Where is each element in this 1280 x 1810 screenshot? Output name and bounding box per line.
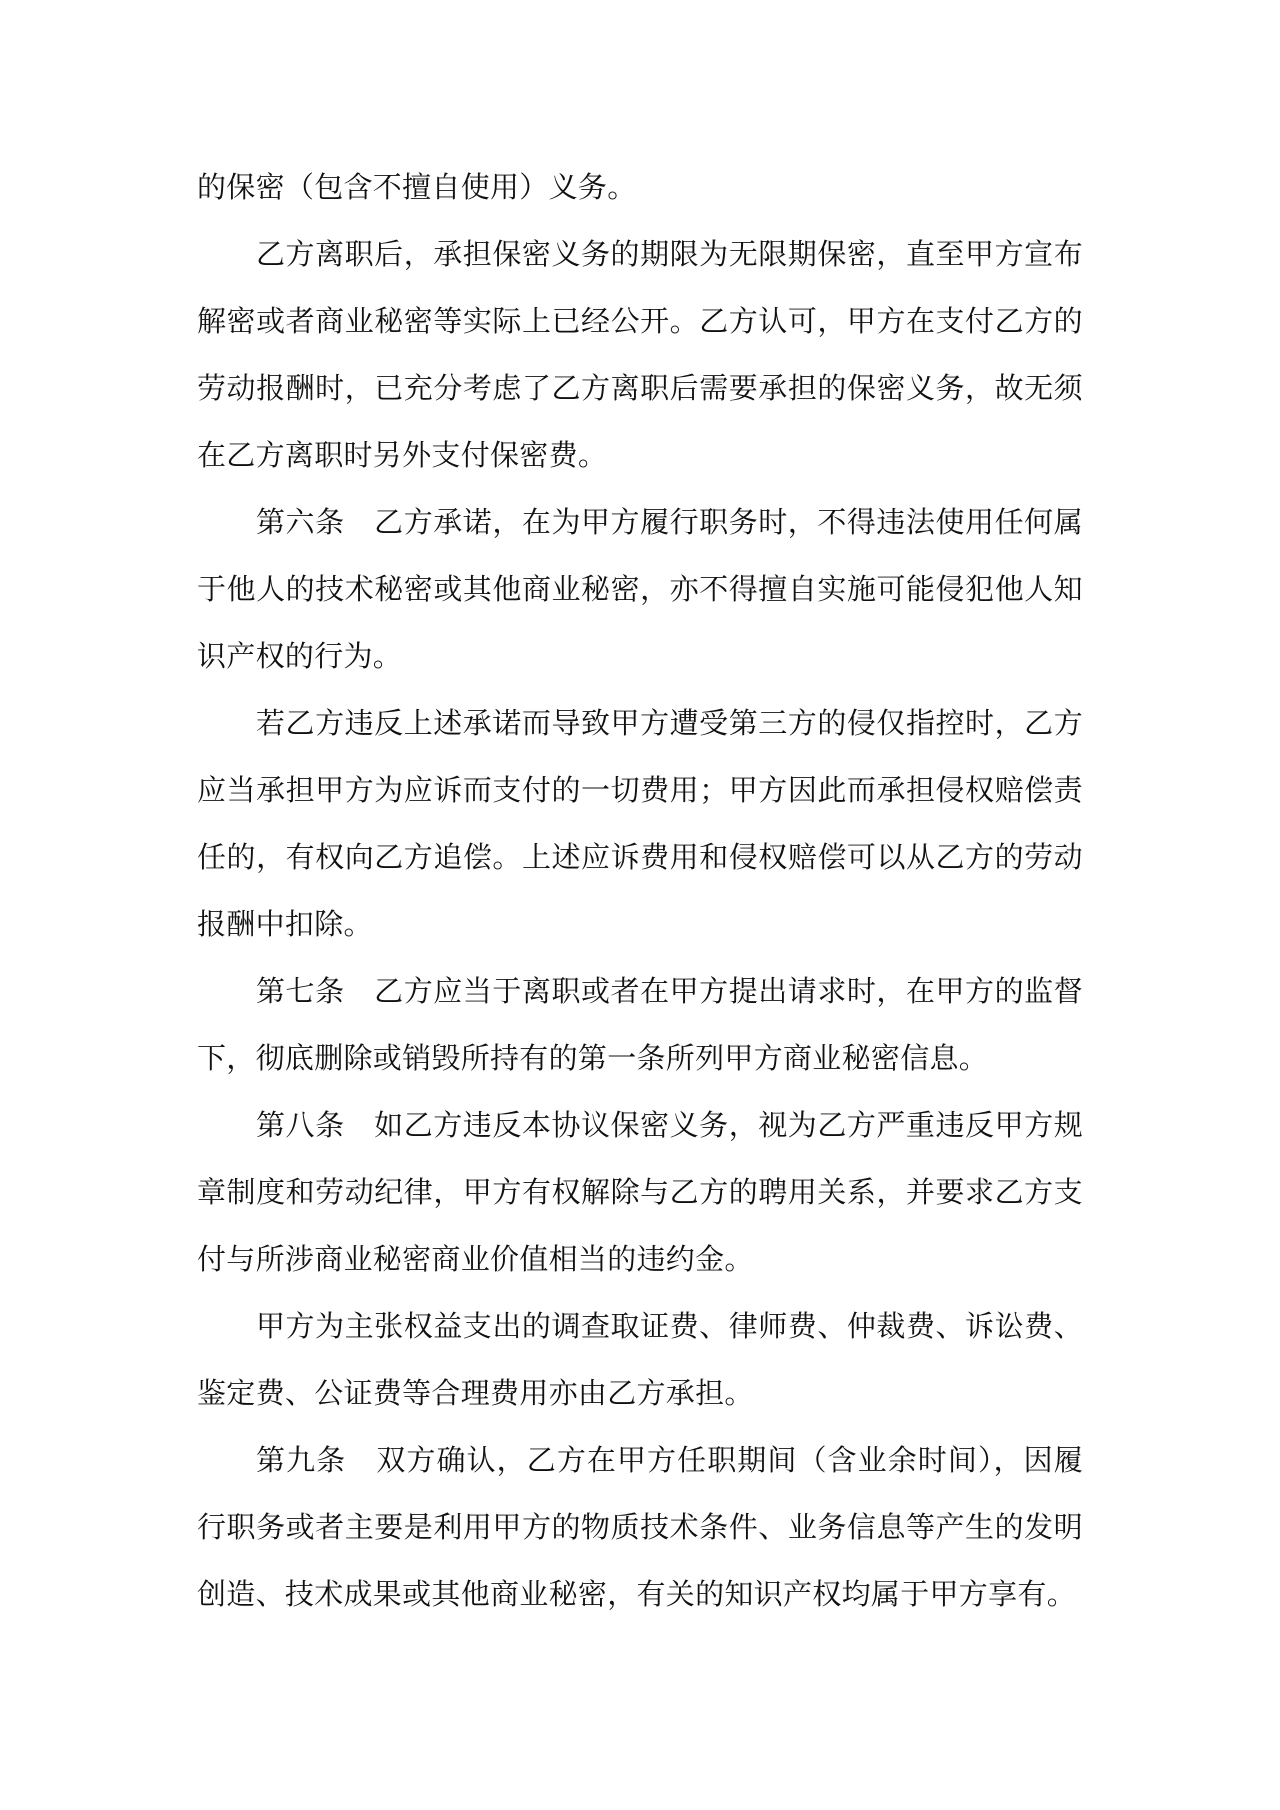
- paragraph-infringement-liability: 若乙方违反上述承诺而导致甲方遭受第三方的侵仅指控时，乙方应当承担甲方为应诉而支付的一切费用；甲方因此而承担侵权赔偿责任的，有权向乙方追偿。上述应诉费用和侵权赔偿可以从乙方的劳动报酬中扣除。: [197, 706, 1083, 941]
- paragraph-post-employment-confidentiality: 乙方离职后，承担保密义务的期限为无限期保密，直至甲方宣布解密或者商业秘密等实际上已经公开。乙方认可，甲方在支付乙方的劳动报酬时，已充分考虑了乙方离职后需要承担的保密义务，故无须在乙方离职时另外支付保密费。: [197, 237, 1083, 472]
- document-page: [197, 154, 1083, 1628]
- paragraph-confidentiality-scope: 的保密（包含不擅自使用）义务。: [197, 170, 637, 204]
- paragraph-article-6: 第六条 乙方承诺，在为甲方履行职务时，不得违法使用任何属于他人的技术秘密或其他商业秘密，亦不得擅自实施可能侵犯他人知识产权的行为。: [197, 505, 1083, 673]
- paragraph-article-9: 第九条 双方确认，乙方在甲方任职期间（含业余时间），因履行职务或者主要是利用甲方的物质技术条件、业务信息等产生的发明创造、技术成果或其他商业秘密，有关的知识产权均属于甲方享有。: [197, 1443, 1083, 1611]
- paragraph-article-7: 第七条 乙方应当于离职或者在甲方提出请求时，在甲方的监督下，彻底删除或销毁所持有的第一条所列甲方商业秘密信息。: [197, 974, 1083, 1075]
- paragraph-article-8: 第八条 如乙方违反本协议保密义务，视为乙方严重违反甲方规章制度和劳动纪律，甲方有权解除与乙方的聘用关系，并要求乙方支付与所涉商业秘密商业价值相当的违约金。: [197, 1108, 1083, 1276]
- paragraph-expenses: 甲方为主张权益支出的调查取证费、律师费、仲裁费、诉讼费、鉴定费、公证费等合理费用亦由乙方承担。: [197, 1309, 1083, 1410]
